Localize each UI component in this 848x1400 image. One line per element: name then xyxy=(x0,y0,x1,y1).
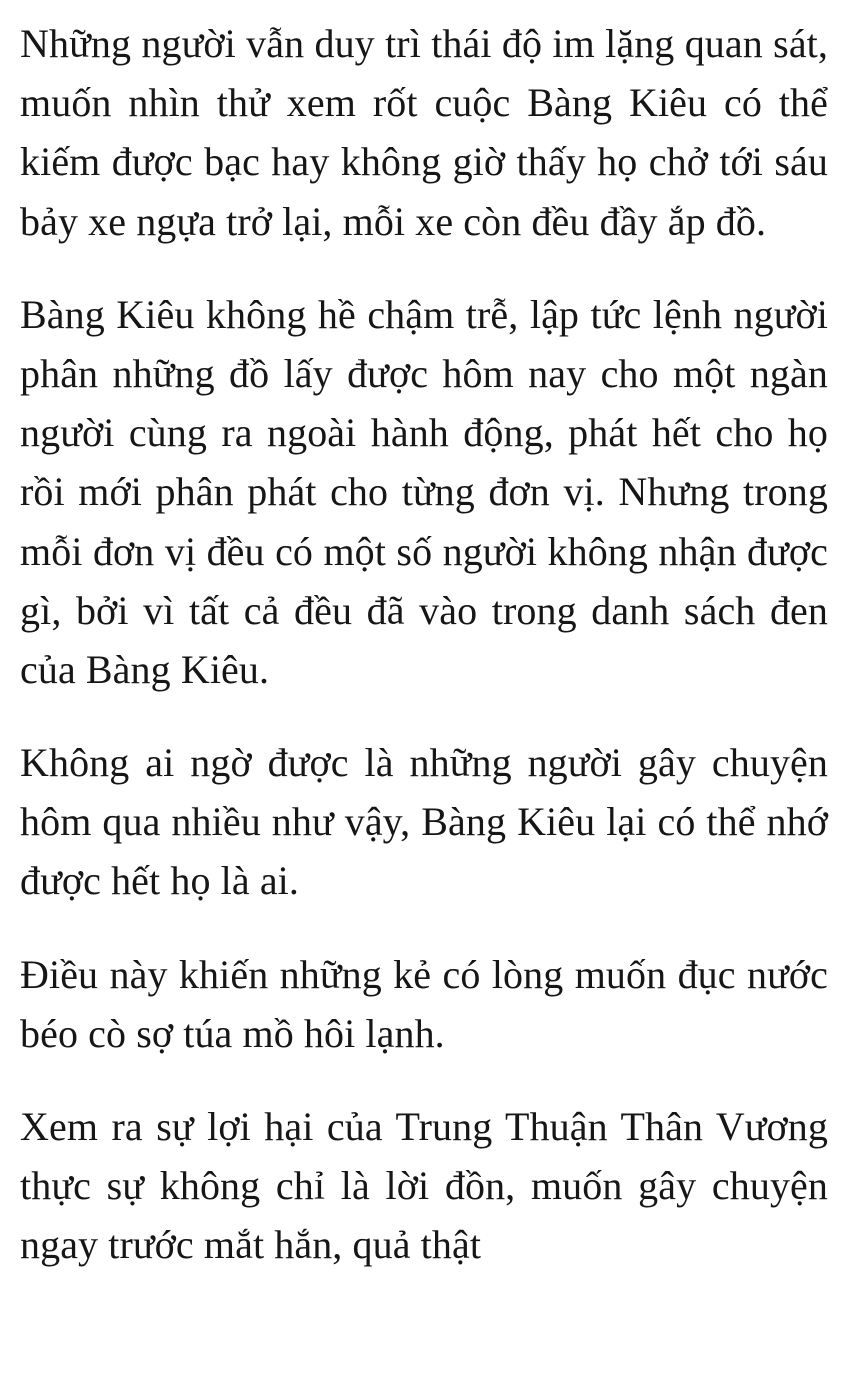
paragraph: Bàng Kiêu không hề chậm trễ, lập tức lệnh người phân những đồ lấy được hôm nay cho một ngàn người cùng ra ngoài hành động, phát hết cho họ rồi mới phân phát cho từng đơn vị. Nhưng trong mỗi đơn vị đều có một số người không nhận được gì, bởi vì tất cả đều đã vào trong danh sách đen của Bàng Kiêu. xyxy=(20,291,828,692)
paragraph: Không ai ngờ được là những người gây chuyện hôm qua nhiều như vậy, Bàng Kiêu lại có thể nhớ được hết họ là ai. xyxy=(20,740,828,904)
paragraph: Điều này khiến những kẻ có lòng muốn đục nước béo cò sợ túa mồ hôi lạnh. xyxy=(20,951,828,1056)
paragraph: Xem ra sự lợi hại của Trung Thuận Thân Vương thực sự không chỉ là lời đồn, muốn gây chuyện ngay trước mắt hắn, quả thật xyxy=(20,1104,828,1268)
paragraph: Những người vẫn duy trì thái độ im lặng quan sát, muốn nhìn thử xem rốt cuộc Bàng Kiêu có thể kiếm được bạc hay không giờ thấy họ chở tới sáu bảy xe ngựa trở lại, mỗi xe còn đều đầy ắp đồ. xyxy=(20,21,828,244)
